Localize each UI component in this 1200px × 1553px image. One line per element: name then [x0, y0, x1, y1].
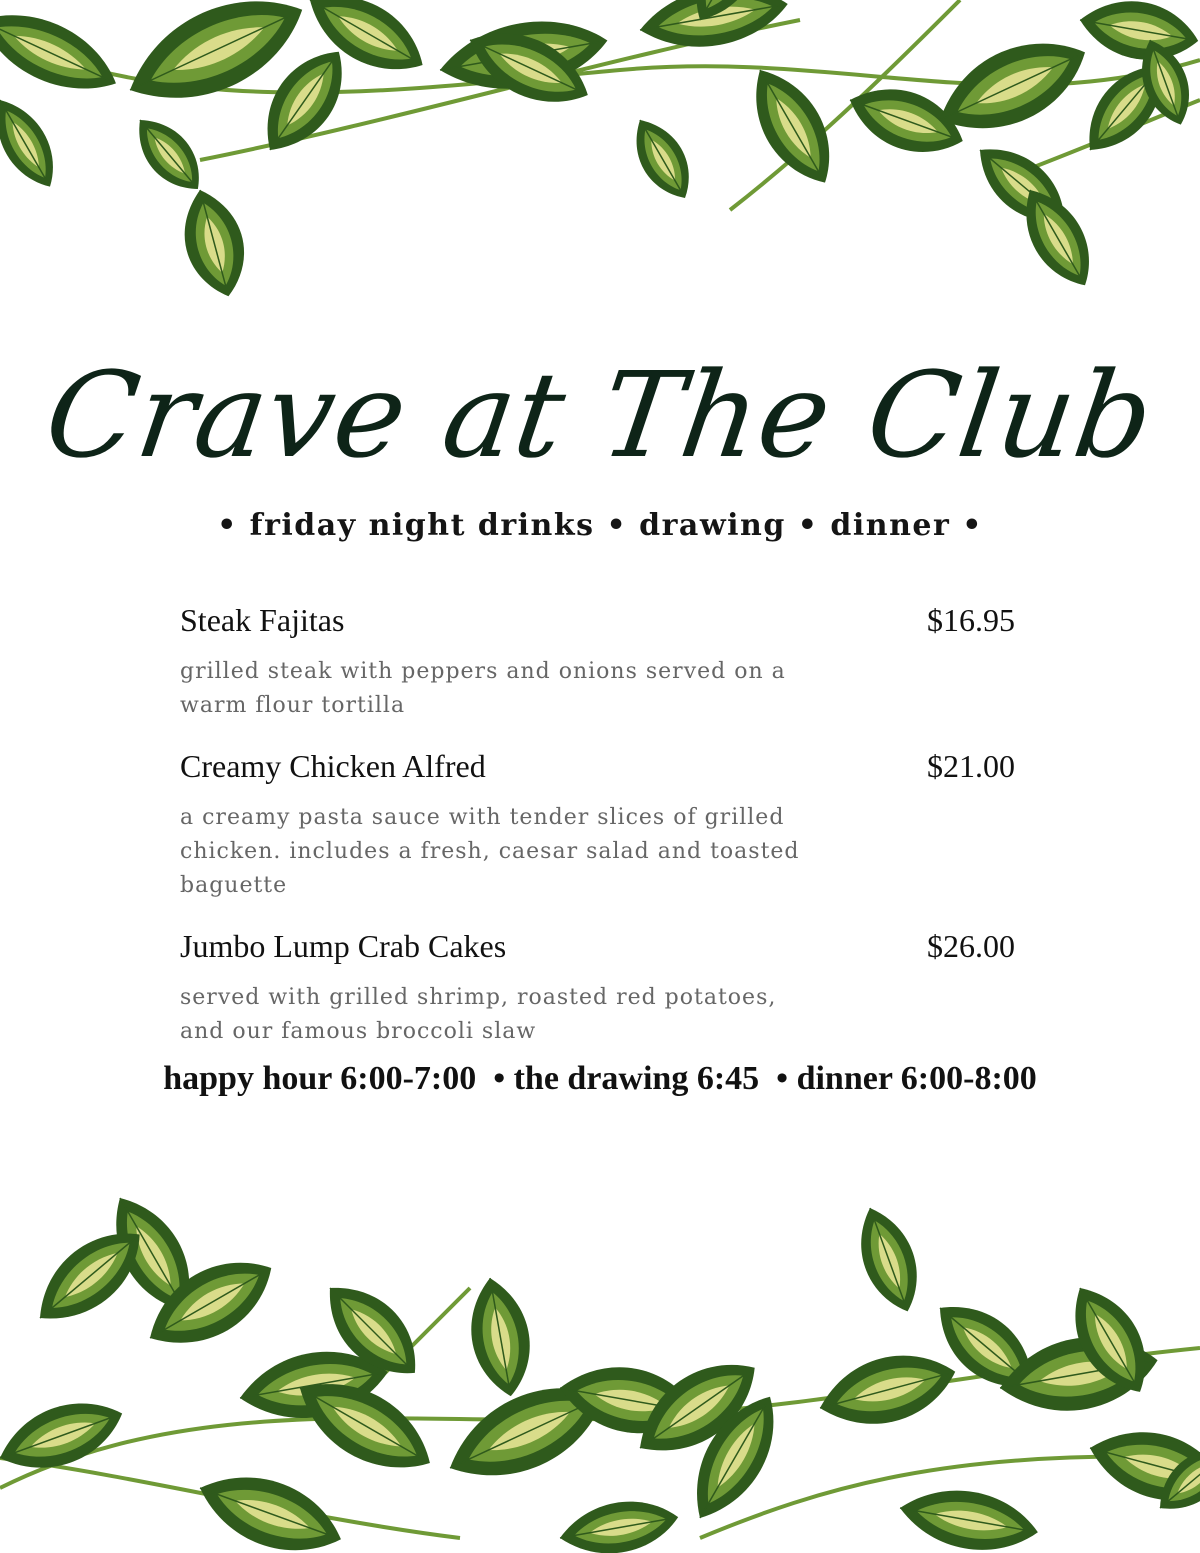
leaf-icon — [189, 1458, 352, 1553]
menu-item-price: $21.00 — [927, 748, 1015, 784]
menu-item-description: grilled steak with peppers and onions served on a warm flour tortilla — [180, 659, 786, 718]
menu-list — [180, 595, 1015, 1067]
leaf-icon — [621, 109, 703, 208]
leaf-icon — [1075, 0, 1200, 69]
menu-item — [180, 921, 1015, 1049]
leaf-icon — [124, 106, 215, 202]
page-subtitle: • friday night drinks • drawing • dinner • — [217, 508, 983, 543]
menu-item — [180, 741, 1015, 903]
top-leaves-illustration — [0, 0, 1200, 310]
leaf-icon — [0, 89, 69, 197]
menu-item-name: Jumbo Lump Crab Cakes — [180, 928, 507, 964]
schedule-footer: happy hour 6:00-7:00 • the drawing 6:45 • dinner 6:00-8:00 — [163, 1060, 1037, 1097]
menu-item-name: Creamy Chicken Alfred — [180, 748, 486, 784]
top-leaf-garland — [0, 0, 1200, 310]
menu-item-description: served with grilled shrimp, roasted red potatoes, and our famous broccoli slaw — [180, 985, 777, 1044]
menu-item — [180, 595, 1015, 723]
leaf-icon — [462, 1273, 539, 1401]
leaf-icon — [0, 1387, 132, 1485]
leaf-icon — [0, 0, 128, 109]
menu-item-description: a creamy pasta sauce with tender slices of grilled chicken. includes a fresh, caesar salad and toasted baguette — [180, 805, 800, 898]
leaf-icon — [172, 183, 256, 304]
menu-item-price: $26.00 — [927, 928, 1015, 964]
leaf-icon — [735, 56, 849, 197]
page-title: Crave at The Club — [37, 346, 1163, 484]
leaf-icon — [895, 1480, 1043, 1553]
leaf-icon — [812, 1341, 964, 1439]
leaf-icon — [847, 1199, 932, 1319]
menu-item-price: $16.95 — [927, 602, 1015, 638]
bottom-leaves-illustration — [0, 1188, 1200, 1553]
bottom-leaf-garland — [0, 1188, 1200, 1553]
leaf-icon — [556, 1493, 683, 1553]
menu-item-name: Steak Fajitas — [180, 602, 345, 638]
